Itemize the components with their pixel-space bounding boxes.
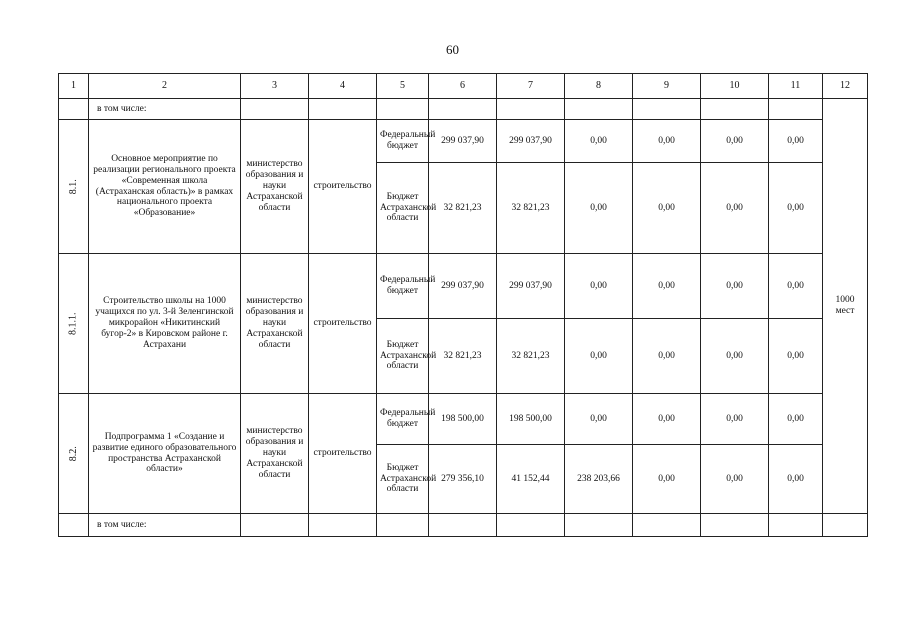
header-cell: 8: [565, 74, 633, 99]
row-ministry: министерство образования и науки Астраханской области: [241, 254, 309, 394]
source-name: Бюджет Астраханской области: [377, 319, 429, 394]
row-number: 8.1.: [67, 178, 79, 194]
row-number: 8.1.1.: [67, 312, 79, 335]
value-cell: 0,00: [633, 254, 701, 319]
in-total-row: [59, 514, 868, 537]
value-cell: 0,00: [769, 445, 823, 514]
row-ministry: министерство образования и науки Астраханской области: [241, 394, 309, 514]
row-description: Строительство школы на 1000 учащихся по ул. 3-й Зеленгинской микрорайон «Никитинский бугор-2» в Кировском районе г. Астрахани: [89, 254, 241, 394]
value-cell: 0,00: [769, 254, 823, 319]
value-cell: 0,00: [633, 319, 701, 394]
header-cell: 11: [769, 74, 823, 99]
value-cell: 41 152,44: [497, 445, 565, 514]
value-cell: 32 821,23: [429, 163, 497, 254]
value-cell: 0,00: [701, 445, 769, 514]
value-cell: 0,00: [633, 394, 701, 445]
value-cell: 198 500,00: [497, 394, 565, 445]
row-number: 8.2.: [67, 445, 79, 461]
header-cell: 6: [429, 74, 497, 99]
source-name: Федеральный бюджет: [377, 254, 429, 319]
header-cell: 12: [823, 74, 868, 99]
header-cell: 4: [309, 74, 377, 99]
value-cell: 32 821,23: [497, 319, 565, 394]
value-cell: 0,00: [769, 319, 823, 394]
value-cell: 279 356,10: [429, 445, 497, 514]
row-description: Подпрограмма 1 «Создание и развитие единого образовательного пространства Астраханской области»: [89, 394, 241, 514]
source-name: Бюджет Астраханской области: [377, 445, 429, 514]
value-cell: 0,00: [769, 394, 823, 445]
header-cell: 7: [497, 74, 565, 99]
in-total-label: в том числе:: [89, 99, 241, 120]
header-cell: 5: [377, 74, 429, 99]
table-row: [59, 254, 868, 319]
row-type: строительство: [309, 394, 377, 514]
value-cell: 299 037,90: [429, 120, 497, 163]
value-cell: 299 037,90: [497, 254, 565, 319]
budget-table: [58, 73, 868, 537]
value-cell: 0,00: [769, 163, 823, 254]
value-cell: 0,00: [701, 120, 769, 163]
value-cell: 299 037,90: [429, 254, 497, 319]
row-description: Основное мероприятие по реализации регионального проекта «Современная школа (Астраханская область)» в рамках национального проекта «Образование»: [89, 120, 241, 254]
value-cell: 0,00: [701, 319, 769, 394]
value-cell: 0,00: [769, 120, 823, 163]
value-cell: 32 821,23: [497, 163, 565, 254]
header-cell: 2: [89, 74, 241, 99]
header-cell: 10: [701, 74, 769, 99]
value-cell: 0,00: [565, 254, 633, 319]
value-cell: 0,00: [565, 394, 633, 445]
row-type: строительство: [309, 120, 377, 254]
header-cell: 3: [241, 74, 309, 99]
value-cell: 0,00: [565, 319, 633, 394]
table-row: [59, 394, 868, 445]
result-cell: 1000 мест: [823, 99, 868, 514]
header-row: [59, 74, 868, 99]
page-number: 60: [446, 42, 459, 57]
value-cell: 299 037,90: [497, 120, 565, 163]
value-cell: 0,00: [701, 394, 769, 445]
value-cell: 32 821,23: [429, 319, 497, 394]
value-cell: 0,00: [565, 120, 633, 163]
value-cell: 0,00: [701, 163, 769, 254]
value-cell: 238 203,66: [565, 445, 633, 514]
source-name: Федеральный бюджет: [377, 394, 429, 445]
value-cell: 0,00: [701, 254, 769, 319]
source-name: Бюджет Астраханской области: [377, 163, 429, 254]
in-total-row: [59, 99, 868, 120]
value-cell: 198 500,00: [429, 394, 497, 445]
header-cell: 9: [633, 74, 701, 99]
row-type: строительство: [309, 254, 377, 394]
row-ministry: министерство образования и науки Астраханской области: [241, 120, 309, 254]
value-cell: 0,00: [633, 163, 701, 254]
in-total-label: в том числе:: [89, 514, 241, 537]
value-cell: 0,00: [633, 445, 701, 514]
source-name: Федеральный бюджет: [377, 120, 429, 163]
table-row: [59, 120, 868, 163]
value-cell: 0,00: [633, 120, 701, 163]
value-cell: 0,00: [565, 163, 633, 254]
header-cell: 1: [59, 74, 89, 99]
